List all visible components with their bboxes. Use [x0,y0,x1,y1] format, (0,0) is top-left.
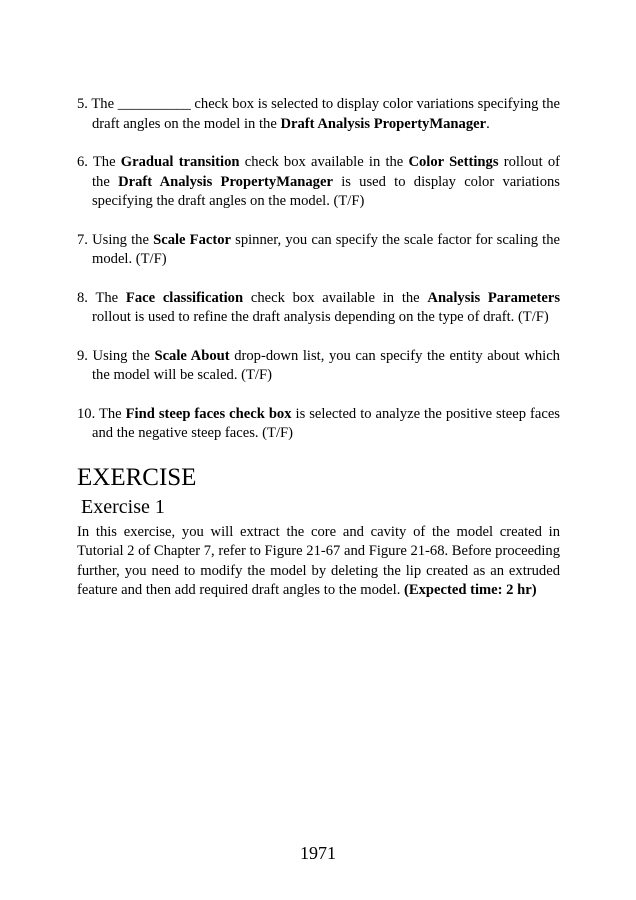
question-9: 9. Using the Scale About drop-down list, you can specify the entity about which the model will be scaled. (T/F) [77,347,560,383]
exercise-body-text: In this exercise, you will extract the core and cavity of the model created in Tutorial 2 of Chapter 7, refer to Figure 21-67 and Figure 21-68. Before proceeding further, you need to modify the model by deleting the lip created as an extruded feature and then add required draft angles to the model. [77,523,560,598]
question-6: 6. The Gradual transition check box available in the Color Settings rollout of the Draft Analysis PropertyManager is used to display color variations specifying the draft angles on the model. (T/F) [77,154,560,209]
question-10: 10. The Find steep faces check box is selected to analyze the positive steep faces and the negative steep faces. (T/F) [77,405,560,441]
expected-time: (Expected time: 2 hr) [404,582,537,598]
exercise-heading: EXERCISE [77,463,197,491]
question-5: 5. The __________ check box is selected to display color variations specifying the draft angles on the model in the Draft Analysis PropertyManager. [77,96,560,132]
exercise-body [77,523,560,601]
page-content [77,95,560,601]
question-7: 7. Using the Scale Factor spinner, you can specify the scale factor for scaling the model. (T/F) [77,231,560,267]
exercise-subheading: Exercise 1 [81,495,165,518]
page-number: 1971 [300,843,336,863]
question-8: 8. The Face classification check box available in the Analysis Parameters rollout is used to refine the draft analysis depending on the type of draft. (T/F) [77,289,560,325]
